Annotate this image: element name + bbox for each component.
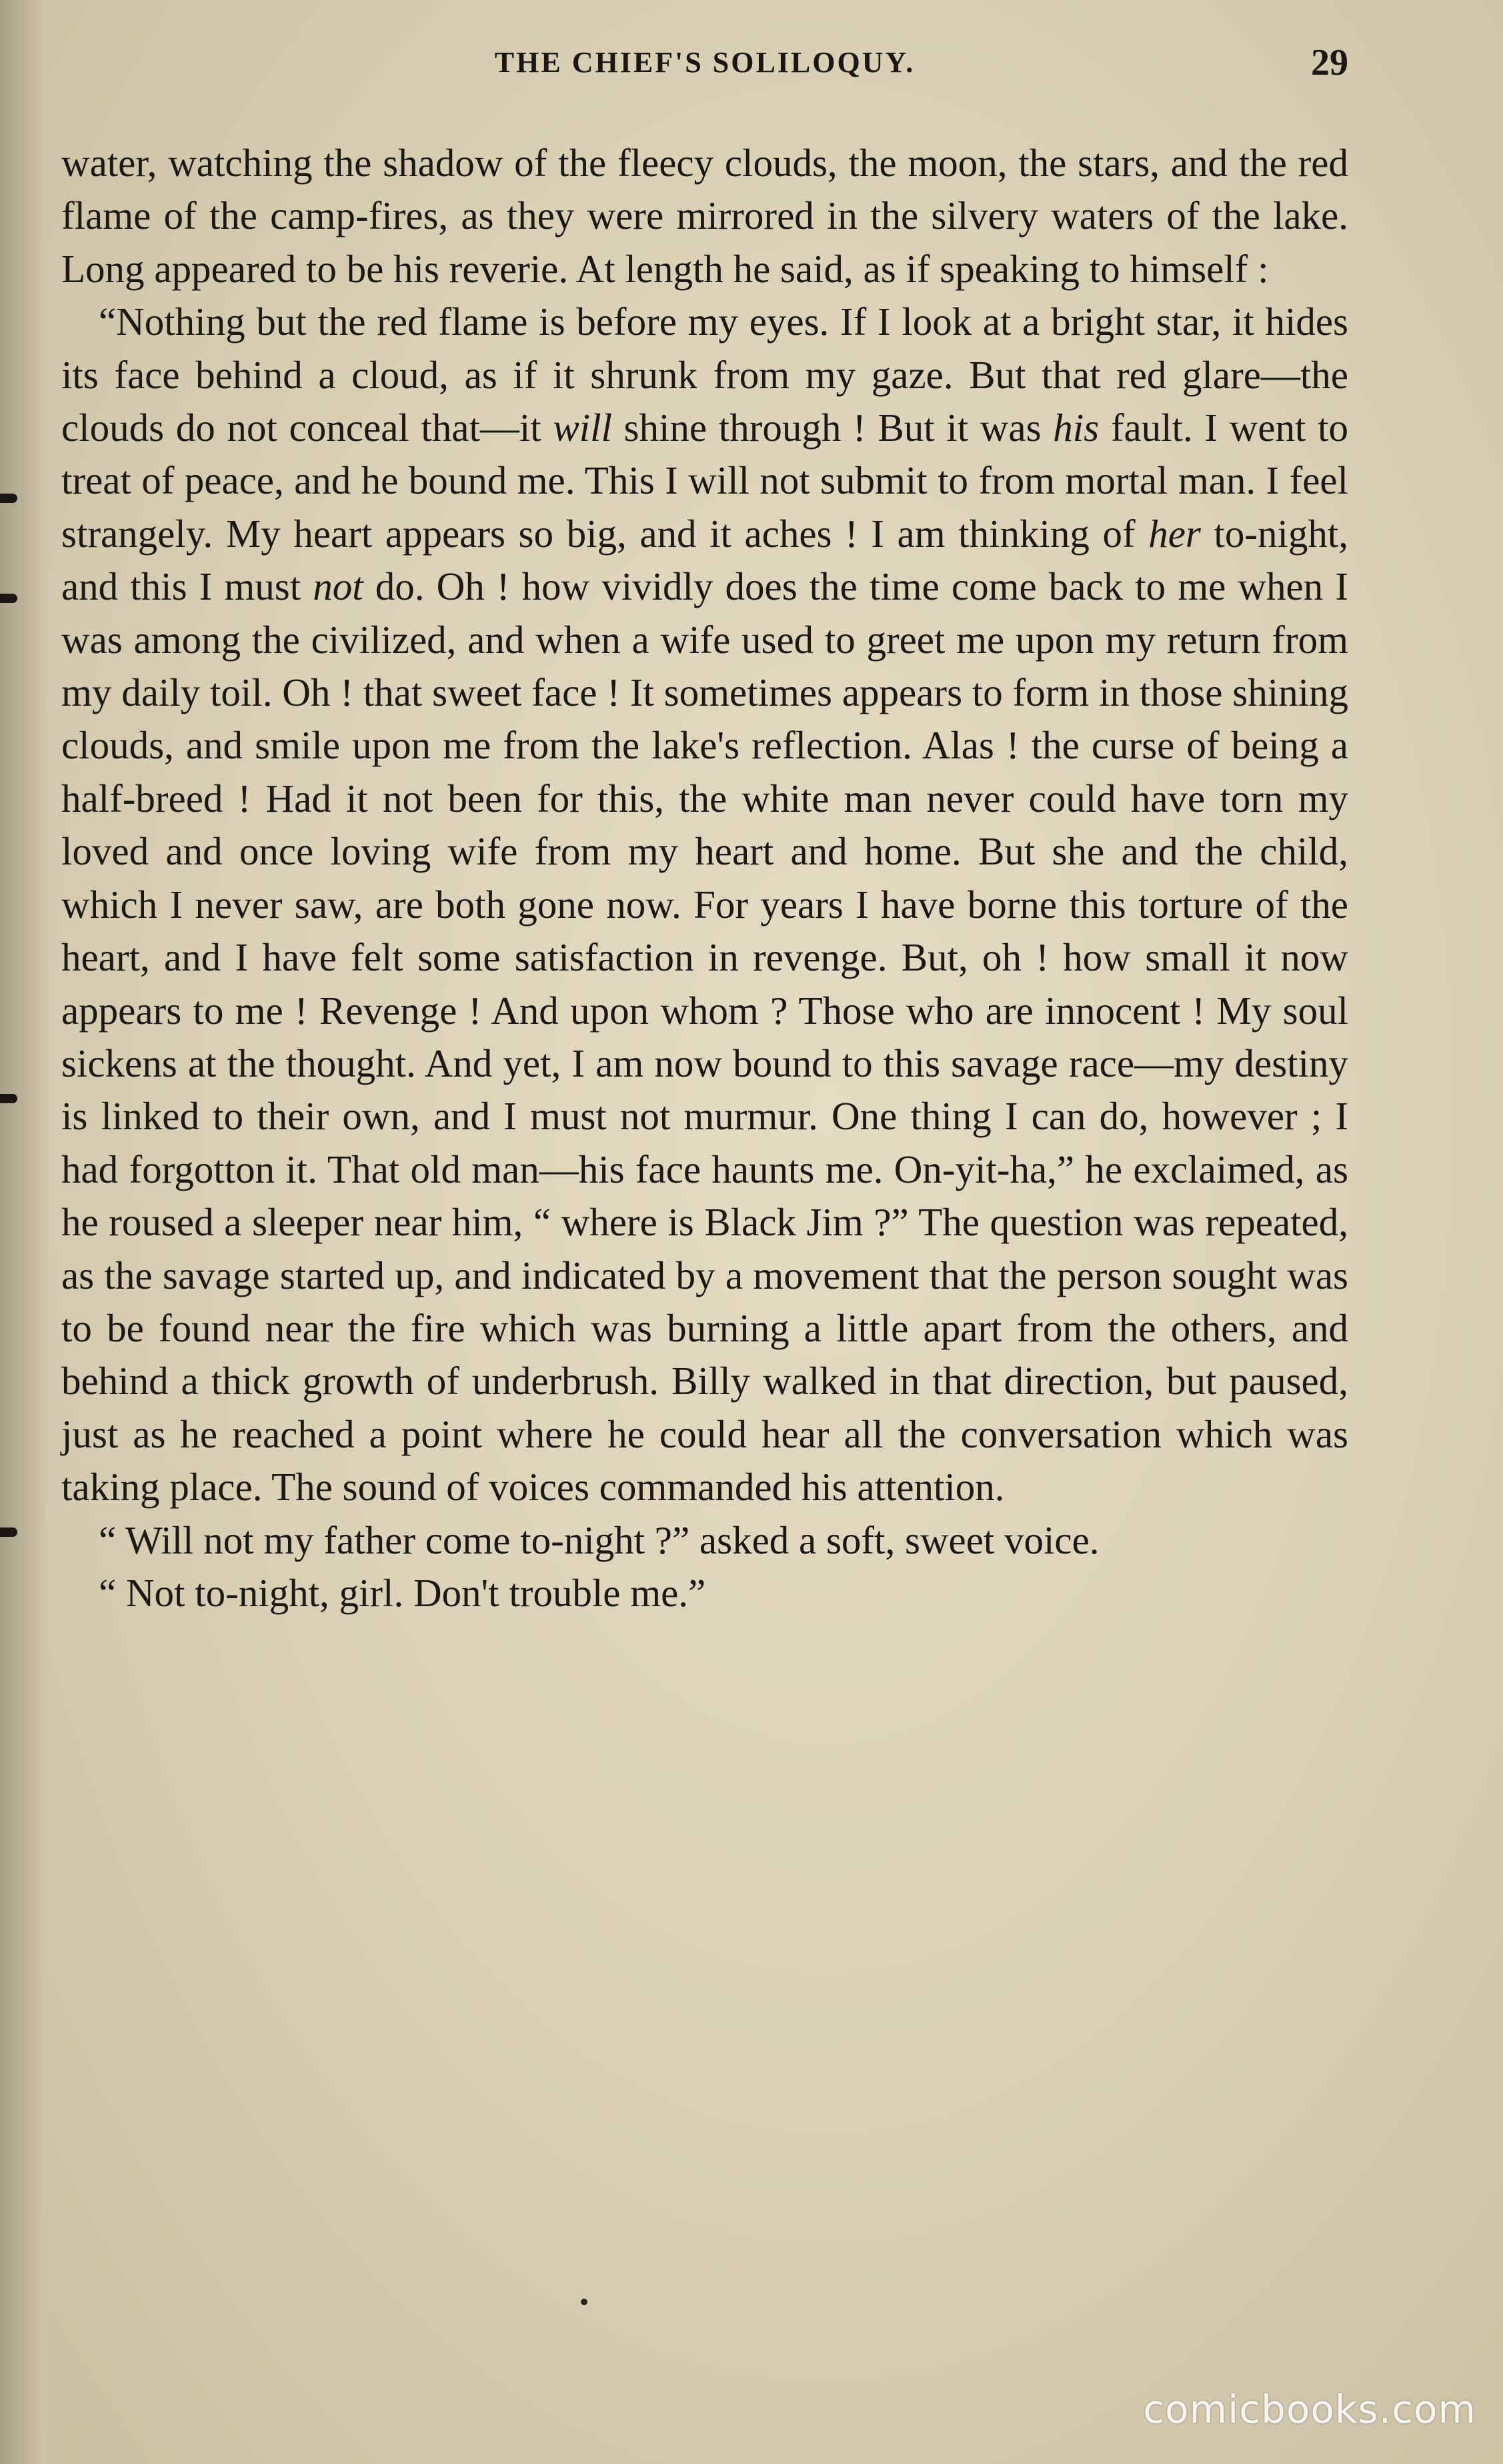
paragraph-text: “ Will not my father come to-night ?” asked a soft, sweet voice. [99,1517,1100,1562]
paragraph-text: shine through ! But it was [611,406,1054,450]
italic-text: her [1148,511,1201,556]
italic-text: his [1053,406,1100,450]
body-text [61,137,1348,1620]
paragraph [61,1514,1348,1567]
paragraph-text: water, watching the shadow of the fleecy clouds, the moon, the stars, and the red flame of the camp-fires, as they were mirrored in the silvery waters of the lake. Long appeared to be his reverie. At length he said, as if speaking to himself : [61,141,1348,291]
running-title: THE CHIEF'S SOLILOQUY. [494,46,916,79]
page-binding-edge [0,0,47,2464]
binding-hole [0,1094,17,1103]
paragraph [61,137,1348,295]
paragraph-text: “Nothing but the red flame is before my eyes. If I look at a bright star, it hides its face behind a cloud, as if it shrunk from my gaze. But that red glare—the clouds do not conceal that—it [61,299,1348,450]
paragraph [61,1567,1348,1620]
page-number: 29 [1311,42,1348,83]
binding-hole [0,494,17,503]
watermark: comicbooks.com [1143,2387,1476,2432]
page-header [61,42,1348,92]
binding-hole [0,594,17,603]
italic-text: not [313,564,363,609]
paragraph-text: to-night, and this I must [61,511,1348,609]
paragraph-text: do. Oh ! how vividly does the time come back to me when I was among the civilized, and when a wife used to greet me upon my return from my daily toil. Oh ! that sweet face ! It sometimes appears to form in those shining clouds, and smile upon me from the lake's reflection. Alas ! the curse of being a half-breed ! Had it not been for this, the white man never could have torn my loved and once loving wife from my heart and home. But she and the child, which I never saw, are both gone now. For years I have borne this torture of the heart, and I have felt some satisfaction in revenge. But, oh ! how small it now appears to me ! Revenge ! And upon whom ? Those who are innocent ! My soul sickens at the thought. And yet, I am now bound to this savage race—my destiny is linked to their own, and I must not murmur. One thing I can do, however ; I had forgotton it. That old man—his face haunts me. On-yit-ha,” he exclaimed, as he roused a sleeper near him, “ where is Black Jim ?” The question was repeated, as the savage started up, and indicated by a movement that the person sought was to be found near the fire which was burning a little apart from the others, and behind a thick growth of underbrush. Billy walked in that direction, but paused, just as he reached a point where he could hear all the conversation which was taking place. The sound of voices commanded his attention. [61,564,1348,1509]
binding-hole [0,1527,17,1537]
italic-text: will [553,406,612,450]
paragraph-text: “ Not to-night, girl. Don't trouble me.” [99,1570,706,1615]
paragraph [61,295,1348,1513]
end-mark [581,2299,587,2305]
paragraph-text: fault. I went to treat of peace, and he bound me. This I will not submit to from mortal man. I feel strangely. My heart appears so big, and it aches ! I am thinking of [61,406,1349,556]
